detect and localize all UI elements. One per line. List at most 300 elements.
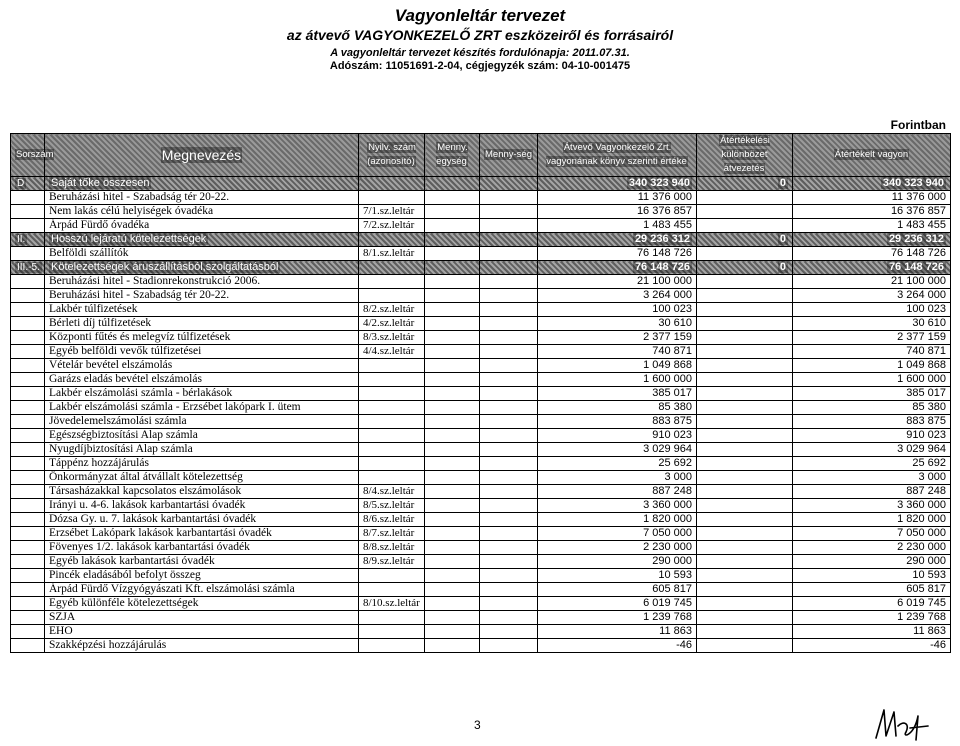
row-book-value: 16 376 857 <box>538 205 697 219</box>
row-revaluation-diff <box>697 289 793 303</box>
row-unit <box>425 583 480 597</box>
row-unit <box>425 359 480 373</box>
row-revaluation-diff <box>697 429 793 443</box>
row-code <box>11 513 45 527</box>
row-code <box>11 597 45 611</box>
row-reg-number <box>359 289 425 303</box>
row-unit <box>425 401 480 415</box>
row-quantity <box>480 219 538 233</box>
row-revaluation-diff <box>697 275 793 289</box>
row-book-value: 340 323 940 <box>538 177 697 191</box>
row-code <box>11 219 45 233</box>
row-name: Lakbér túlfizetések <box>45 303 359 317</box>
row-quantity <box>480 611 538 625</box>
document-title: Vagyonleltár tervezet <box>394 6 566 25</box>
row-quantity <box>480 387 538 401</box>
col-header-index: Sorszám <box>11 134 45 177</box>
row-quantity <box>480 261 538 275</box>
row-revaluation-diff <box>697 191 793 205</box>
row-revalued-assets: 21 100 000 <box>793 275 951 289</box>
row-unit <box>425 247 480 261</box>
row-code <box>11 373 45 387</box>
row-code <box>11 527 45 541</box>
row-book-value: 290 000 <box>538 555 697 569</box>
row-revaluation-diff <box>697 555 793 569</box>
row-book-value: 1 049 868 <box>538 359 697 373</box>
row-reg-number: 7/1.sz.leltár <box>359 205 425 219</box>
row-code <box>11 191 45 205</box>
row-code: D <box>11 177 45 191</box>
row-revaluation-diff: 0 <box>697 233 793 247</box>
row-unit <box>425 611 480 625</box>
row-reg-number <box>359 457 425 471</box>
row-revalued-assets: 3 029 964 <box>793 443 951 457</box>
row-revalued-assets: 340 323 940 <box>793 177 951 191</box>
table-row <box>11 275 951 289</box>
row-quantity <box>480 373 538 387</box>
table-row <box>11 583 951 597</box>
row-code: II. <box>11 233 45 247</box>
row-name: Nyugdíjbiztosítási Alap számla <box>45 443 359 457</box>
row-code <box>11 415 45 429</box>
row-unit <box>425 541 480 555</box>
row-code <box>11 247 45 261</box>
row-revalued-assets: 1 820 000 <box>793 513 951 527</box>
row-reg-number <box>359 233 425 247</box>
row-reg-number: 8/2.sz.leltár <box>359 303 425 317</box>
row-revalued-assets: 11 863 <box>793 625 951 639</box>
row-reg-number: 8/7.sz.leltár <box>359 527 425 541</box>
row-unit <box>425 625 480 639</box>
row-reg-number <box>359 471 425 485</box>
row-revalued-assets: 11 376 000 <box>793 191 951 205</box>
row-unit <box>425 527 480 541</box>
row-book-value: 76 148 726 <box>538 247 697 261</box>
row-book-value: 7 050 000 <box>538 527 697 541</box>
row-revalued-assets: 2 377 159 <box>793 331 951 345</box>
row-revaluation-diff <box>697 415 793 429</box>
row-name: SZJA <box>45 611 359 625</box>
row-revaluation-diff <box>697 513 793 527</box>
row-revalued-assets: 883 875 <box>793 415 951 429</box>
row-unit <box>425 555 480 569</box>
row-reg-number: 8/3.sz.leltár <box>359 331 425 345</box>
row-name: Árpád Fürdő óvadéka <box>45 219 359 233</box>
row-name: Bérleti díj túlfizetések <box>45 317 359 331</box>
row-quantity <box>480 177 538 191</box>
row-name: Garázs eladás bevétel elszámolás <box>45 373 359 387</box>
table-row <box>11 471 951 485</box>
row-revaluation-diff <box>697 611 793 625</box>
row-book-value: 11 376 000 <box>538 191 697 205</box>
row-name: Egészségbiztosítási Alap számla <box>45 429 359 443</box>
row-name: Társasházakkal kapcsolatos elszámolások <box>45 485 359 499</box>
row-name: Dózsa Gy. u. 7. lakások karbantartási óvadék <box>45 513 359 527</box>
row-quantity <box>480 359 538 373</box>
row-name: Lakbér elszámolási számla - bérlakások <box>45 387 359 401</box>
table-row <box>11 499 951 513</box>
row-reg-number: 4/2.sz.leltár <box>359 317 425 331</box>
row-book-value: 2 377 159 <box>538 331 697 345</box>
row-code <box>11 555 45 569</box>
row-name: Irányi u. 4-6. lakások karbantartási óvadék <box>45 499 359 513</box>
row-revaluation-diff <box>697 639 793 653</box>
row-code <box>11 457 45 471</box>
table-row <box>11 331 951 345</box>
row-unit <box>425 177 480 191</box>
row-name: Központi fűtés és melegvíz túlfizetések <box>45 331 359 345</box>
row-name: Árpád Fürdő Vízgyógyászati Kft. elszámolási számla <box>45 583 359 597</box>
row-book-value: 30 610 <box>538 317 697 331</box>
row-quantity <box>480 443 538 457</box>
row-revalued-assets: 910 023 <box>793 429 951 443</box>
row-revalued-assets: 85 380 <box>793 401 951 415</box>
row-quantity <box>480 541 538 555</box>
row-revalued-assets: 290 000 <box>793 555 951 569</box>
row-quantity <box>480 233 538 247</box>
table-row <box>11 303 951 317</box>
row-code <box>11 289 45 303</box>
row-quantity <box>480 527 538 541</box>
row-name: Hosszú lejáratú kötelezettségek <box>45 233 359 247</box>
row-name: Nem lakás célú helyiségek óvadéka <box>45 205 359 219</box>
row-book-value: 3 360 000 <box>538 499 697 513</box>
row-revaluation-diff <box>697 541 793 555</box>
row-book-value: 1 820 000 <box>538 513 697 527</box>
row-name: Saját tőke összesen <box>45 177 359 191</box>
row-code <box>11 541 45 555</box>
col-header-quantity: Menny-ség <box>480 134 538 177</box>
table-row <box>11 485 951 499</box>
row-name: Egyéb belföldi vevők túlfizetései <box>45 345 359 359</box>
row-unit <box>425 289 480 303</box>
row-reg-number <box>359 373 425 387</box>
row-reg-number <box>359 387 425 401</box>
table-row <box>11 611 951 625</box>
row-revaluation-diff: 0 <box>697 177 793 191</box>
row-book-value: 100 023 <box>538 303 697 317</box>
row-code <box>11 569 45 583</box>
row-reg-number: 8/9.sz.leltár <box>359 555 425 569</box>
row-reg-number <box>359 639 425 653</box>
row-book-value: 1 239 768 <box>538 611 697 625</box>
row-revalued-assets: 7 050 000 <box>793 527 951 541</box>
row-revalued-assets: 30 610 <box>793 317 951 331</box>
row-book-value: 3 029 964 <box>538 443 697 457</box>
table-row <box>11 289 951 303</box>
row-unit <box>425 387 480 401</box>
row-code <box>11 303 45 317</box>
row-revaluation-diff <box>697 331 793 345</box>
row-reg-number <box>359 569 425 583</box>
row-quantity <box>480 205 538 219</box>
col-header-reg-number: Nyilv. szám (azonosító) <box>359 134 425 177</box>
row-quantity <box>480 499 538 513</box>
col-header-name: Megnevezés <box>45 134 359 177</box>
row-book-value: 740 871 <box>538 345 697 359</box>
row-revaluation-diff <box>697 303 793 317</box>
row-quantity <box>480 639 538 653</box>
row-unit <box>425 457 480 471</box>
table-row <box>11 387 951 401</box>
row-revalued-assets: 1 483 455 <box>793 219 951 233</box>
row-unit <box>425 233 480 247</box>
table-row <box>11 541 951 555</box>
row-revalued-assets: 3 360 000 <box>793 499 951 513</box>
table-row <box>11 569 951 583</box>
row-unit <box>425 499 480 513</box>
row-name: Szakképzési hozzájárulás <box>45 639 359 653</box>
row-revalued-assets: 385 017 <box>793 387 951 401</box>
row-revaluation-diff <box>697 499 793 513</box>
row-unit <box>425 513 480 527</box>
row-code <box>11 611 45 625</box>
row-quantity <box>480 275 538 289</box>
row-quantity <box>480 583 538 597</box>
row-revaluation-diff <box>697 471 793 485</box>
row-revaluation-diff <box>697 317 793 331</box>
row-reg-number <box>359 401 425 415</box>
row-revaluation-diff <box>697 401 793 415</box>
row-revalued-assets: 6 019 745 <box>793 597 951 611</box>
row-revaluation-diff <box>697 625 793 639</box>
row-name: Egyéb különféle kötelezettségek <box>45 597 359 611</box>
row-reg-number: 7/2.sz.leltár <box>359 219 425 233</box>
row-name: Táppénz hozzájárulás <box>45 457 359 471</box>
row-revalued-assets: 887 248 <box>793 485 951 499</box>
row-unit <box>425 429 480 443</box>
row-revalued-assets: 2 230 000 <box>793 541 951 555</box>
col-header-revaluation-diff: Átértékelési különbözet átvezetés <box>697 134 793 177</box>
row-unit <box>425 443 480 457</box>
row-revaluation-diff <box>697 485 793 499</box>
table-row <box>11 639 951 653</box>
table-row <box>11 443 951 457</box>
row-reg-number <box>359 583 425 597</box>
row-name: Belföldi szállítók <box>45 247 359 261</box>
row-unit <box>425 219 480 233</box>
row-name: Vételár bevétel elszámolás <box>45 359 359 373</box>
row-quantity <box>480 331 538 345</box>
row-name: Beruházási hitel - Szabadság tér 20-22. <box>45 191 359 205</box>
row-reg-number: 8/1.sz.leltár <box>359 247 425 261</box>
row-revalued-assets: 76 148 726 <box>793 261 951 275</box>
row-code <box>11 485 45 499</box>
table-row <box>11 457 951 471</box>
signature <box>870 706 940 742</box>
row-unit <box>425 569 480 583</box>
row-code <box>11 275 45 289</box>
category-total-row <box>11 233 951 247</box>
row-revaluation-diff <box>697 457 793 471</box>
row-revalued-assets: 100 023 <box>793 303 951 317</box>
row-name: Lakbér elszámolási számla - Erzsébet lakópark I. ütem <box>45 401 359 415</box>
row-book-value: 3 264 000 <box>538 289 697 303</box>
row-revaluation-diff <box>697 359 793 373</box>
table-row <box>11 373 951 387</box>
row-name: Egyéb lakások karbantartási óvadék <box>45 555 359 569</box>
table-row <box>11 555 951 569</box>
row-code <box>11 583 45 597</box>
row-revalued-assets: 1 239 768 <box>793 611 951 625</box>
row-reg-number: 8/10.sz.leltár <box>359 597 425 611</box>
row-unit <box>425 275 480 289</box>
column-header-row <box>11 134 951 177</box>
row-book-value: -46 <box>538 639 697 653</box>
table-row <box>11 513 951 527</box>
row-revaluation-diff <box>697 443 793 457</box>
row-quantity <box>480 247 538 261</box>
row-code <box>11 625 45 639</box>
row-unit <box>425 639 480 653</box>
row-reg-number: 8/6.sz.leltár <box>359 513 425 527</box>
row-quantity <box>480 555 538 569</box>
row-code <box>11 359 45 373</box>
row-book-value: 887 248 <box>538 485 697 499</box>
row-revaluation-diff <box>697 205 793 219</box>
row-revaluation-diff <box>697 219 793 233</box>
row-reg-number <box>359 625 425 639</box>
row-quantity <box>480 317 538 331</box>
row-reg-number: 8/4.sz.leltár <box>359 485 425 499</box>
row-name: Beruházási hitel - Szabadság tér 20-22. <box>45 289 359 303</box>
row-revalued-assets: -46 <box>793 639 951 653</box>
row-book-value: 2 230 000 <box>538 541 697 555</box>
row-code <box>11 387 45 401</box>
row-reg-number <box>359 177 425 191</box>
row-quantity <box>480 289 538 303</box>
table-row <box>11 191 951 205</box>
page-number: 3 <box>474 718 481 732</box>
row-code: III.-5. <box>11 261 45 275</box>
row-quantity <box>480 415 538 429</box>
row-reg-number <box>359 275 425 289</box>
row-quantity <box>480 513 538 527</box>
row-revalued-assets: 1 600 000 <box>793 373 951 387</box>
table-row <box>11 429 951 443</box>
row-revalued-assets: 76 148 726 <box>793 247 951 261</box>
row-revalued-assets: 25 692 <box>793 457 951 471</box>
row-book-value: 1 600 000 <box>538 373 697 387</box>
row-book-value: 76 148 726 <box>538 261 697 275</box>
row-name: Jövedelemelszámolási számla <box>45 415 359 429</box>
row-reg-number: 8/5.sz.leltár <box>359 499 425 513</box>
row-quantity <box>480 485 538 499</box>
table-row <box>11 527 951 541</box>
row-book-value: 29 236 312 <box>538 233 697 247</box>
row-revaluation-diff <box>697 387 793 401</box>
row-quantity <box>480 457 538 471</box>
row-book-value: 605 817 <box>538 583 697 597</box>
row-code <box>11 205 45 219</box>
table-row <box>11 345 951 359</box>
row-quantity <box>480 401 538 415</box>
row-code <box>11 331 45 345</box>
row-revalued-assets: 1 049 868 <box>793 359 951 373</box>
row-revalued-assets: 740 871 <box>793 345 951 359</box>
row-reg-number <box>359 415 425 429</box>
table-row <box>11 205 951 219</box>
row-unit <box>425 415 480 429</box>
row-code <box>11 471 45 485</box>
tax-id-line: Adószám: 11051691-2-04, cégjegyzék szám: 04-10-001475 <box>329 60 631 72</box>
row-code <box>11 639 45 653</box>
row-reg-number <box>359 429 425 443</box>
row-revaluation-diff <box>697 569 793 583</box>
row-book-value: 85 380 <box>538 401 697 415</box>
row-book-value: 3 000 <box>538 471 697 485</box>
row-unit <box>425 261 480 275</box>
row-quantity <box>480 597 538 611</box>
table-row <box>11 625 951 639</box>
table-row <box>11 247 951 261</box>
row-unit <box>425 303 480 317</box>
table-row <box>11 597 951 611</box>
row-book-value: 1 483 455 <box>538 219 697 233</box>
col-header-unit: Menny. egység <box>425 134 480 177</box>
row-quantity <box>480 345 538 359</box>
row-revalued-assets: 10 593 <box>793 569 951 583</box>
row-book-value: 11 863 <box>538 625 697 639</box>
row-name: Önkormányzat által átvállalt kötelezettség <box>45 471 359 485</box>
row-book-value: 883 875 <box>538 415 697 429</box>
document-subtitle: az átvevő VAGYONKEZELŐ ZRT eszközeiről és forrásairól <box>286 27 674 43</box>
row-book-value: 385 017 <box>538 387 697 401</box>
row-name: Kötelezettségek áruszállításból,szolgáltatásból <box>45 261 359 275</box>
row-code <box>11 401 45 415</box>
col-header-book-value: Átvevő Vagyonkezelő Zrt. vagyonának könyv szerinti értéke <box>538 134 697 177</box>
row-reg-number <box>359 359 425 373</box>
row-revaluation-diff <box>697 373 793 387</box>
row-unit <box>425 317 480 331</box>
row-quantity <box>480 191 538 205</box>
row-revalued-assets: 3 264 000 <box>793 289 951 303</box>
row-book-value: 6 019 745 <box>538 597 697 611</box>
row-revaluation-diff <box>697 247 793 261</box>
table-row <box>11 359 951 373</box>
row-revalued-assets: 605 817 <box>793 583 951 597</box>
row-reg-number: 4/4.sz.leltár <box>359 345 425 359</box>
row-quantity <box>480 569 538 583</box>
row-code <box>11 345 45 359</box>
reference-date-line: A vagyonleltár tervezet készítés fordulónapja: 2011.07.31. <box>330 47 630 59</box>
row-revaluation-diff <box>697 527 793 541</box>
row-code <box>11 443 45 457</box>
row-unit <box>425 373 480 387</box>
row-reg-number <box>359 191 425 205</box>
row-revalued-assets: 16 376 857 <box>793 205 951 219</box>
row-book-value: 25 692 <box>538 457 697 471</box>
category-total-row <box>11 261 951 275</box>
row-reg-number <box>359 261 425 275</box>
row-name: EHO <box>45 625 359 639</box>
table-row <box>11 317 951 331</box>
row-revaluation-diff: 0 <box>697 261 793 275</box>
row-book-value: 910 023 <box>538 429 697 443</box>
row-quantity <box>480 625 538 639</box>
row-name: Beruházási hitel - Stadionrekonstrukció 2006. <box>45 275 359 289</box>
row-revaluation-diff <box>697 583 793 597</box>
inventory-table <box>10 133 951 653</box>
row-name: Fövenyes 1/2. lakások karbantartási óvadék <box>45 541 359 555</box>
row-reg-number <box>359 611 425 625</box>
table-row <box>11 401 951 415</box>
row-unit <box>425 485 480 499</box>
row-unit <box>425 597 480 611</box>
col-header-revalued-assets: Átértékelt vagyon <box>793 134 951 177</box>
row-reg-number: 8/8.sz.leltár <box>359 541 425 555</box>
row-revaluation-diff <box>697 345 793 359</box>
